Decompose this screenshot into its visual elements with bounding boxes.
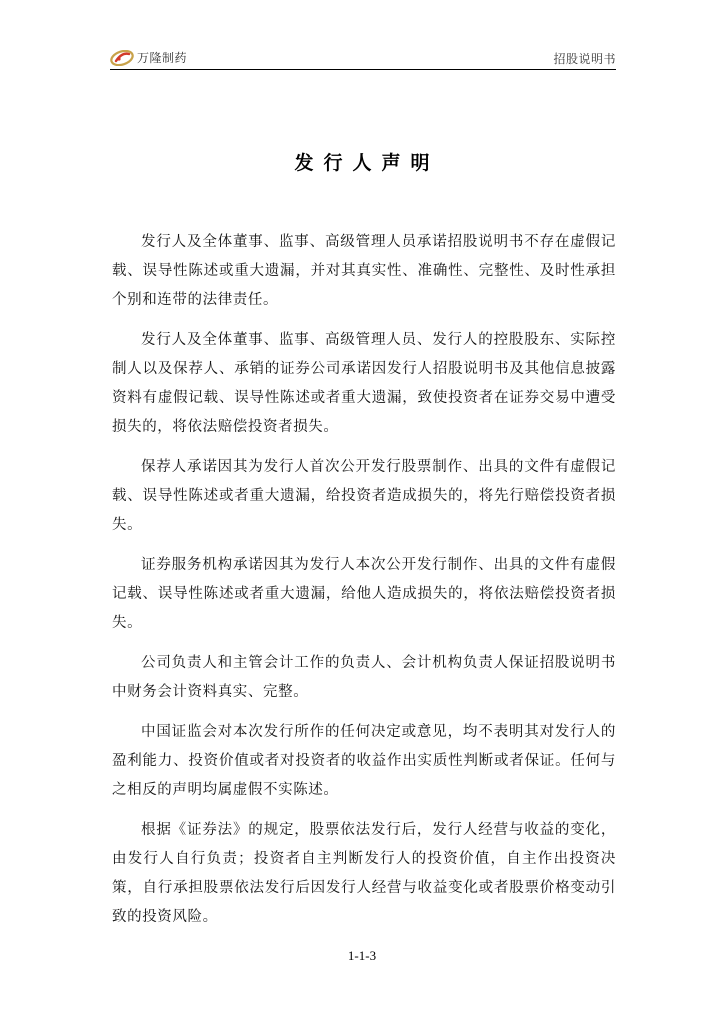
page-title: 发行人声明 [294,152,440,174]
paragraph: 根据《证券法》的规定，股票依法发行后，发行人经营与收益的变化，由发行人自行负责；投资者自主判断发行人的投资价值，自主作出投资决策，自行承担股票依法发行后因发行人经营与收益变化或者股票价格变动引致的投资风险。 [112,822,616,925]
paragraph: 公司负责人和主管会计工作的负责人、会计机构负责人保证招股说明书中财务会计资料真实、完整。 [112,655,616,700]
company-name: 万隆制药 [137,51,188,65]
page-number: 1-1-3 [347,948,377,963]
paragraph: 保荐人承诺因其为发行人首次公开发行股票制作、出具的文件有虚假记载、误导性陈述或者重大遗漏，给投资者造成损失的，将先行赔偿投资者损失。 [112,459,616,533]
paragraph: 证券服务机构承诺因其为发行人本次公开发行制作、出具的文件有虚假记载、误导性陈述或者重大遗漏，给他人造成损失的，将依法赔偿投资者损失。 [112,557,616,631]
declaration-body [112,228,616,943]
paragraph: 发行人及全体董事、监事、高级管理人员、发行人的控股股东、实际控制人以及保荐人、承销的证券公司承诺因发行人招股说明书及其他信息披露资料有虚假记载、误导性陈述或者重大遗漏，致使投资者在证券交易中遭受损失的，将依法赔偿投资者损失。 [112,332,616,435]
paragraph: 中国证监会对本次发行所作的任何决定或意见，均不表明其对发行人的盈利能力、投资价值或者对投资者的收益作出实质性判断或者保证。任何与之相反的声明均属虚假不实陈述。 [112,724,616,798]
document-type-label: 招股说明书 [553,52,616,66]
page-header [110,48,616,70]
wanlong-pharma-logo-icon [110,50,134,66]
company-logo [110,50,187,66]
paragraph: 发行人及全体董事、监事、高级管理人员承诺招股说明书不存在虚假记载、误导性陈述或重大遗漏，并对其真实性、准确性、完整性、及时性承担个别和连带的法律责任。 [112,234,616,308]
header-divider [110,69,616,70]
